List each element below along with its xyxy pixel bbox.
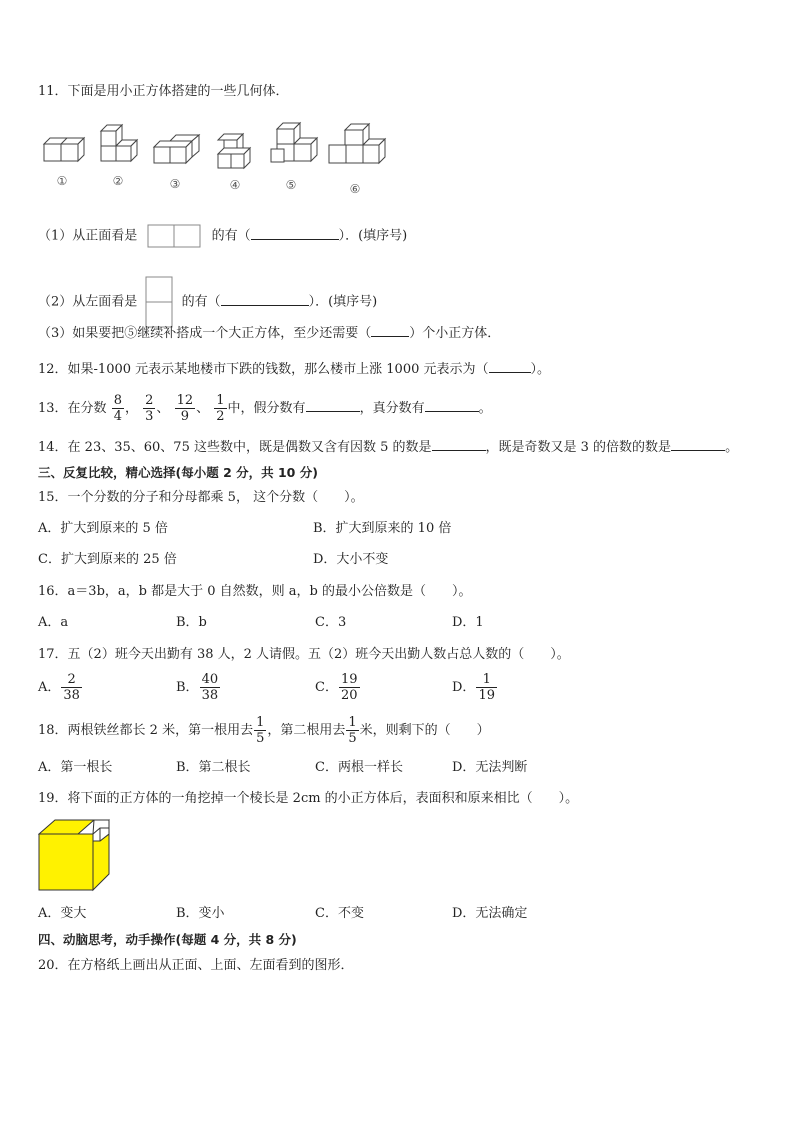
q11-part2-before: （2）从左面看是 [38,294,138,310]
q11-part3-b: ）个小正方体． [409,326,501,341]
q11-part1 [38,224,407,248]
fraction: $\frac{1}{2}$ [216,393,225,424]
q16-option-b[interactable]: B．b [176,615,207,630]
figure-1 [44,138,84,161]
q12-a: 12．如果-1000 元表示某地楼市下跌的钱数，那么楼市上涨 1000 元表示为（ [38,362,489,377]
q20-stem: 20．在方格纸上画出从正面、上面、左面看到的图形． [38,958,354,973]
q14-c: 。 [725,440,739,455]
front-view-icon [147,224,201,248]
cut-cube-figure [38,818,112,892]
figure-6 [329,124,385,163]
answer-blank[interactable] [371,324,409,337]
q11-part2-end: ）．(填序号) [308,294,378,310]
q19-stem: 19．将下面的正方体的一角挖掉一个棱长是 2cm 的小正方体后，表面积和原来相比（ ）。 [38,791,579,806]
q11-part1-end: ）．(填序号) [338,228,408,244]
q19-option-d[interactable]: D．无法确定 [452,906,528,921]
fraction: $\frac{40}{38}$ [201,672,219,703]
q17-stem: 17．五（2）班今天出勤有 38 人，2 人请假。五（2）班今天出勤人数占总人数的（ ）。 [38,647,570,662]
q18-option-a[interactable]: A．第一根长 [38,760,113,775]
q18-b: ，第二根用去 [267,723,346,738]
q18-a: 18．两根铁丝都长 2 米，第一根用去 [38,723,254,738]
q18-option-d[interactable]: D．无法判断 [452,760,528,775]
q19-option-c[interactable]: C．不变 [315,906,364,921]
figure-label-3: ③ [169,177,181,191]
q17-option-c[interactable] [315,671,361,705]
answer-blank[interactable] [432,438,486,451]
q19-option-b[interactable]: B．变小 [176,906,225,921]
q19-option-a[interactable]: A．变大 [38,906,87,921]
figure-label-1: ① [56,174,68,188]
q11-part3 [38,324,500,342]
q18-c: 米，则剩下的（ ） [359,723,490,738]
answer-blank[interactable] [489,360,531,373]
fraction: $\frac{2}{3}$ [145,393,154,424]
q11-title: 11．下面是用小正方体搭建的一些几何体． [38,84,289,99]
q15-stem: 15．一个分数的分子和分母都乘 5， 这个分数（ ）。 [38,490,364,505]
fraction: $\frac{1}{5}$ [348,715,357,746]
q14-b: ，既是奇数又是 3 的倍数的数是 [485,440,672,455]
q15-option-b[interactable]: B．扩大到原来的 10 倍 [313,521,452,536]
fraction: $\frac{8}{4}$ [113,393,122,424]
fraction: $\frac{1}{19}$ [478,672,495,703]
fraction: $\frac{12}{9}$ [176,393,194,424]
figure-label-5: ⑤ [285,178,297,192]
figure-2 [101,125,137,161]
q15-option-c[interactable]: C．扩大到原来的 25 倍 [38,552,177,567]
q11-part1-after: 的有（ [211,228,251,244]
answer-blank[interactable] [306,399,360,412]
q13-mid: 中，假分数有 [227,401,306,416]
answer-blank[interactable] [221,293,309,306]
separator: 、 [196,401,210,416]
figure-label-6: ⑥ [349,182,361,196]
figure-label-2: ② [112,174,124,188]
figure-3 [154,135,199,163]
fraction: $\frac{1}{5}$ [256,715,265,746]
answer-blank[interactable] [671,438,725,451]
option-label: C． [315,680,338,695]
q15-option-a[interactable]: A．扩大到原来的 5 倍 [38,521,168,536]
q11-part2-after: 的有（ [181,294,221,310]
q12 [38,360,550,378]
q17-option-b[interactable] [176,671,221,705]
q17-option-a[interactable] [38,671,83,705]
q13-comma: ， [124,401,138,416]
q11-part2 [38,276,377,328]
q14-a: 14．在 23、35、60、75 这些数中，既是偶数又含有因数 5 的数是 [38,440,432,455]
q16-option-d[interactable]: D．1 [452,615,484,630]
q18-option-b[interactable]: B．第二根长 [176,760,251,775]
figure-5 [271,123,317,162]
q13-mid2: ，真分数有 [359,401,425,416]
q13-end: 。 [478,401,492,416]
q11-part3-a: （3）如果要把⑤继续补搭成一个大正方体，至少还需要（ [38,326,372,341]
section-4-heading: 四、动脑思考，动手操作(每题 4 分，共 8 分) [38,932,297,947]
figure-4 [218,134,250,168]
q18-stem [38,714,490,748]
separator: 、 [156,401,170,416]
section-3-heading: 三、反复比较，精心选择(每小题 2 分，共 10 分) [38,465,318,480]
q13 [38,392,492,426]
option-label: B． [176,680,199,695]
fraction: $\frac{2}{38}$ [63,672,80,703]
fraction: $\frac{19}{20}$ [340,672,358,703]
q15-option-d[interactable]: D．大小不变 [313,552,389,567]
q16-option-c[interactable]: C．3 [315,615,347,630]
q14 [38,438,738,456]
q16-option-a[interactable]: A．a [38,615,69,630]
q16-stem: 16．a＝3b，a，b 都是大于 0 自然数，则 a，b 的最小公倍数是（ ）。 [38,584,472,599]
answer-blank[interactable] [425,399,479,412]
q11-figures [38,118,398,200]
q11-part1-before: （1）从正面看是 [38,228,138,244]
answer-blank[interactable] [251,227,339,240]
option-label: A． [38,680,61,695]
q13-lead: 13．在分数 [38,401,107,416]
q17-option-d[interactable] [452,671,498,705]
figure-label-4: ④ [229,178,241,192]
option-label: D． [452,680,476,695]
left-view-icon [145,276,173,328]
q18-option-c[interactable]: C．两根一样长 [315,760,403,775]
q12-b: ）。 [530,362,551,377]
